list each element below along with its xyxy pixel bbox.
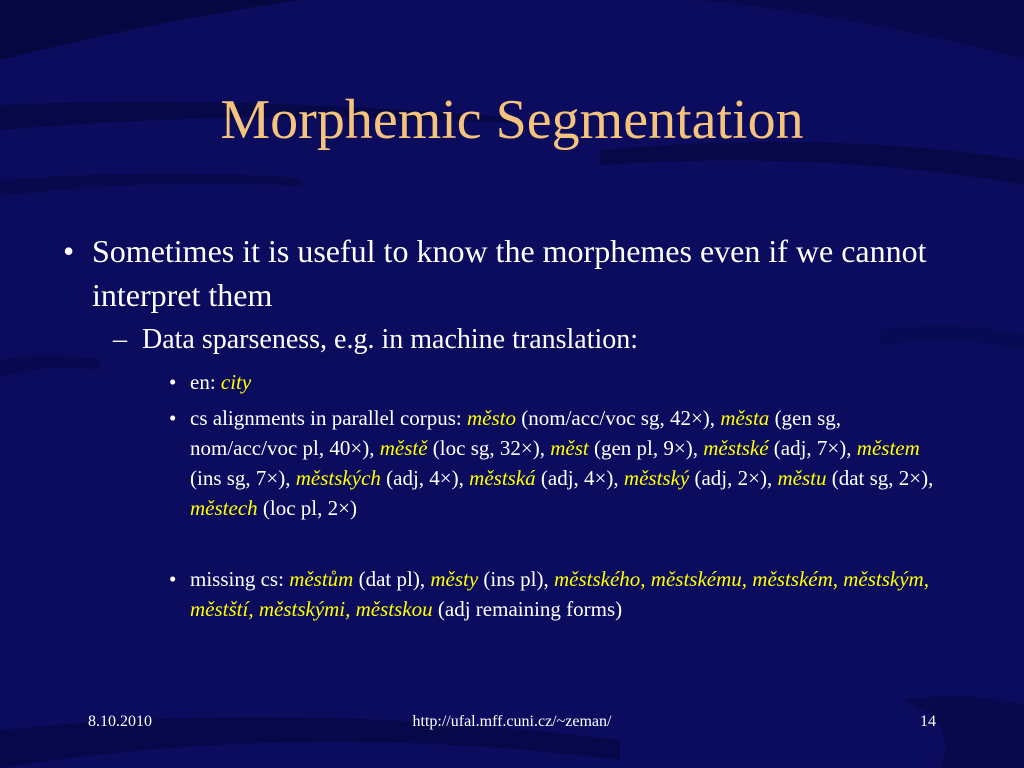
slide-title: Morphemic Segmentation <box>220 89 804 151</box>
page-number: 14 <box>920 713 936 730</box>
item-label: missing cs: <box>190 567 290 591</box>
annotation: (adj, 7×), <box>768 436 857 460</box>
annotation: (dat sg, 2×), <box>826 466 934 490</box>
highlight-word: města <box>720 406 770 430</box>
annotation: (adj, 4×), <box>380 466 470 490</box>
bullet-dot: • <box>169 406 177 430</box>
annotation: (loc sg, 32×), <box>427 436 551 460</box>
bullet-level2 <box>113 320 942 360</box>
footer-url: http://ufal.mff.cuni.cz/~zeman/ <box>412 713 612 730</box>
annotation: (gen pl, 9×), <box>588 436 704 460</box>
bullet-text: Sometimes it is useful to know the morphemes even if we cannot interpret them <box>92 233 927 313</box>
highlight-word: městech <box>190 496 258 520</box>
highlight-word: městský <box>623 466 690 490</box>
bullet-dash: – <box>113 324 127 355</box>
annotation: (nom/acc/voc sg, 42×), <box>516 406 721 430</box>
bullet-text: Data sparseness, e.g. in machine translation: <box>142 324 639 355</box>
annotation: (adj, 4×), <box>535 466 624 490</box>
highlight-word: městská <box>469 466 536 490</box>
annotation: (ins pl), <box>478 567 554 591</box>
item-label: cs alignments in parallel corpus: <box>190 406 468 430</box>
annotation: (loc pl, 2×) <box>257 496 357 520</box>
bullet-level3-missing <box>169 564 950 624</box>
highlight-word: městy <box>430 567 479 591</box>
highlight-word: městského, městskému, městském, městským, městští, městskými, městskou <box>190 567 929 621</box>
bullet-dot: • <box>169 567 177 591</box>
footer-date: 8.10.2010 <box>88 713 152 730</box>
highlight-word: měst <box>550 436 589 460</box>
annotation: (ins sg, 7×), <box>190 466 296 490</box>
annotation: (dat pl), <box>353 567 431 591</box>
bullet-dot: • <box>63 233 75 269</box>
bullet-dot: • <box>169 370 177 394</box>
annotation: (gen sg, nom/acc/voc pl, 40×), <box>190 406 842 460</box>
bullet-level1 <box>63 229 952 317</box>
highlight-word: městě <box>379 436 428 460</box>
highlight-word: město <box>467 406 517 430</box>
bullet-level3-cs <box>169 403 950 523</box>
highlight-word: městům <box>289 567 354 591</box>
highlight-word: městem <box>856 436 920 460</box>
highlight-word: městské <box>703 436 769 460</box>
highlight-word: městských <box>295 466 381 490</box>
highlight-word: city <box>220 370 252 394</box>
bullet-level3-en <box>169 367 950 397</box>
highlight-word: městu <box>777 466 827 490</box>
item-label: en: <box>190 370 221 394</box>
annotation: (adj, 2×), <box>689 466 778 490</box>
annotation: (adj remaining forms) <box>432 597 623 621</box>
